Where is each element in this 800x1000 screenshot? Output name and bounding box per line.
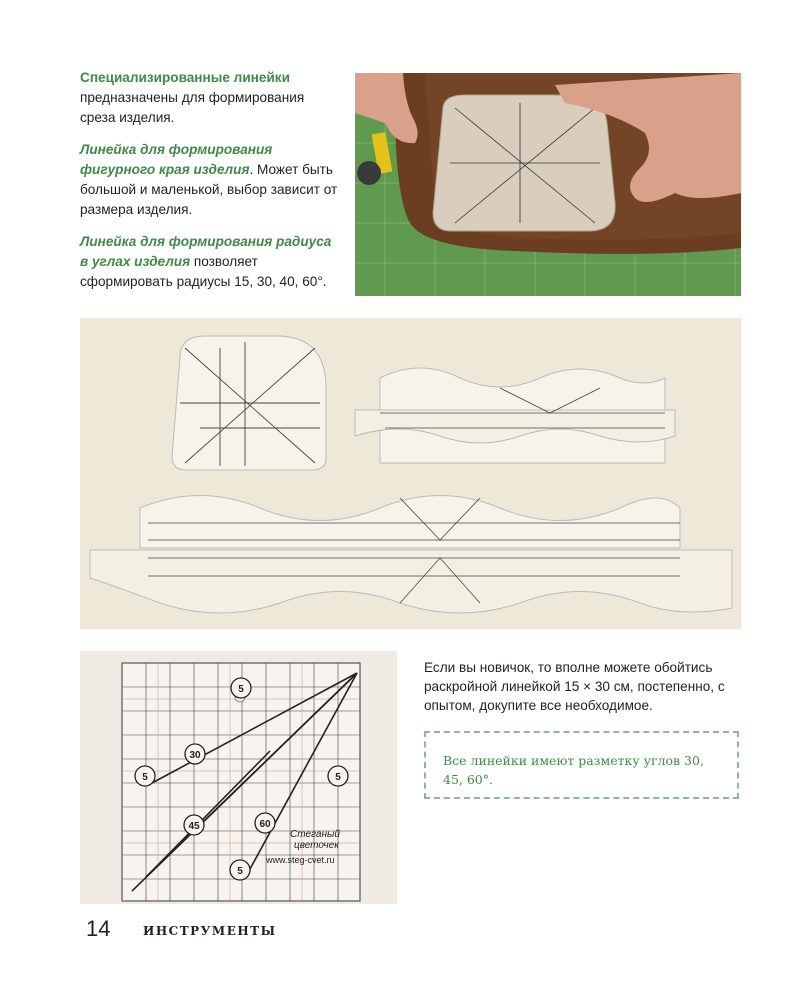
photo-hands-ruler [355,73,741,296]
intro-p2-text: . Может быть большой и маленькой, выбор зависит от размера изделия. [80,162,338,217]
ruler-label-1: 5 [238,684,244,695]
tip-text: Если вы новичок, то вполне можете обойтись раскройной линейкой 15 × 30 см, постепенно, с опытом, докупите все необходимое. [424,660,725,713]
intro-p3-title: Линейка для формирования радиуса в углах изделия [80,234,332,269]
ruler-brand-line2: цветочек [294,840,339,851]
ruler-brand-line1: Стеганый [290,829,340,840]
ruler-label-4: 5 [335,772,341,783]
ruler-label-5: 45 [188,821,200,832]
intro-p1-text: предназначены для формирования среза изделия. [80,90,305,125]
ruler-url: www.steg-cvet.ru [266,855,335,865]
ruler-label-7: 5 [237,866,243,877]
note-box [424,731,739,799]
section-title: ИНСТРУМЕНТЫ [143,924,277,938]
square-ruler-illustration [80,651,397,904]
photo-hands-ruler-illustration [355,73,741,296]
intro-p1-title: Специализированные линейки [80,70,290,85]
intro-paragraph-2 [80,140,342,220]
photo-shaped-rulers [80,318,741,629]
ruler-label-3: 5 [142,772,148,783]
intro-paragraph-3 [80,232,342,292]
ruler-label-2: 30 [189,750,201,761]
photo-square-ruler [80,651,397,904]
intro-p2-title: Линейка для формирования фигурного края изделия [80,142,273,177]
page-number: 14 [86,916,111,941]
intro-paragraph-1 [80,68,342,128]
intro-text [80,68,342,304]
note-text: Все линейки имеют разметку углов 30, 45, 60°. [443,753,704,787]
ruler-label-6: 60 [259,819,271,830]
intro-p3-text: позволяет сформировать радиусы 15, 30, 40, 60°. [80,254,327,289]
photo-shaped-rulers-illustration [80,318,741,629]
